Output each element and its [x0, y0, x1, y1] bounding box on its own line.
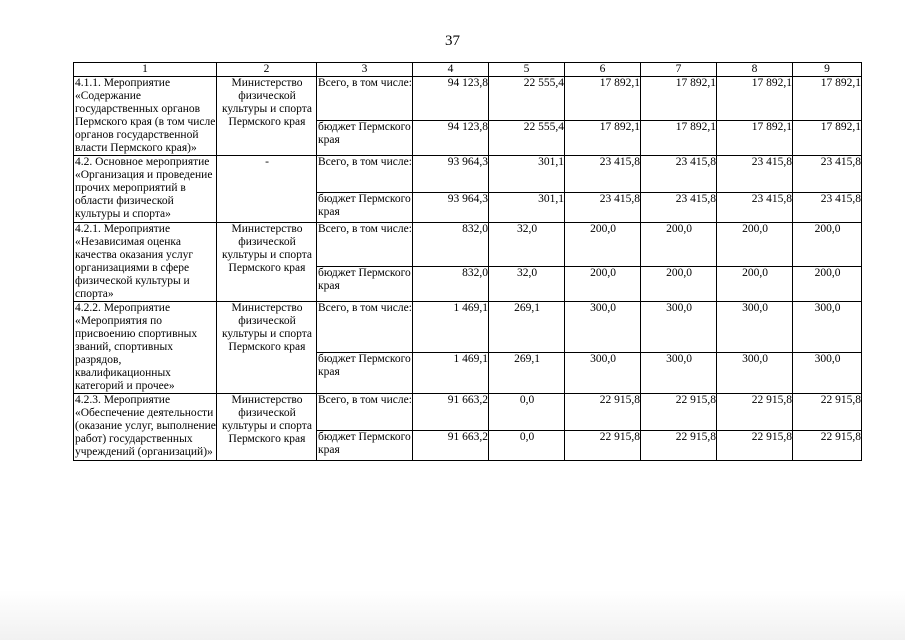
table-row: [74, 77, 862, 121]
value-cell: 0,0: [489, 394, 565, 431]
value-cell: 17 892,1: [565, 120, 641, 155]
value-cell: 22 915,8: [793, 431, 862, 461]
value-cell: 93 964,3: [413, 156, 489, 193]
value-cell: 200,0: [793, 266, 862, 301]
value-cell: 93 964,3: [413, 193, 489, 223]
activity-name: 4.2. Основное мероприятие «Организация и проведение прочих мероприятий в области физической культуры и спорта»: [74, 156, 217, 223]
header-cell: 3: [317, 63, 413, 77]
value-cell: 94 123,8: [413, 77, 489, 121]
value-cell: 300,0: [793, 302, 862, 353]
value-cell: 300,0: [717, 352, 793, 393]
table-row: [74, 156, 862, 193]
value-cell: 200,0: [717, 223, 793, 267]
scan-edge: [0, 590, 905, 640]
value-cell: 23 415,8: [717, 193, 793, 223]
value-cell: 17 892,1: [793, 77, 862, 121]
value-cell: 300,0: [717, 302, 793, 353]
source-label: бюджет Пермского края: [317, 266, 413, 301]
value-cell: 200,0: [641, 223, 717, 267]
executor: Министерство физической культуры и спорта Пермского края: [217, 302, 317, 394]
value-cell: 300,0: [793, 352, 862, 393]
value-cell: 17 892,1: [565, 77, 641, 121]
value-cell: 32,0: [489, 266, 565, 301]
header-cell: 2: [217, 63, 317, 77]
header-cell: 5: [489, 63, 565, 77]
value-cell: 23 415,8: [717, 156, 793, 193]
activity-name: 4.2.1. Мероприятие «Независимая оценка качества оказания услуг организациями в сфере физической культуры и спорта»: [74, 223, 217, 302]
value-cell: 200,0: [565, 266, 641, 301]
value-cell: 269,1: [489, 302, 565, 353]
executor: Министерство физической культуры и спорта Пермского края: [217, 394, 317, 461]
activity-name: 4.2.3. Мероприятие «Обеспечение деятельности (оказание услуг, выполнение работ) государственных учреждений (организаций)»: [74, 394, 217, 461]
value-cell: 23 415,8: [641, 156, 717, 193]
header-row: [74, 63, 862, 77]
value-cell: 91 663,2: [413, 431, 489, 461]
value-cell: 17 892,1: [717, 77, 793, 121]
budget-table: [73, 62, 862, 461]
table-row: [74, 394, 862, 431]
source-label: Всего, в том числе:: [317, 223, 413, 267]
executor: Министерство физической культуры и спорта Пермского края: [217, 77, 317, 156]
value-cell: 200,0: [717, 266, 793, 301]
header-cell: 8: [717, 63, 793, 77]
value-cell: 22 915,8: [565, 431, 641, 461]
value-cell: 832,0: [413, 223, 489, 267]
value-cell: 23 415,8: [565, 156, 641, 193]
value-cell: 22 555,4: [489, 120, 565, 155]
value-cell: 17 892,1: [717, 120, 793, 155]
activity-name: 4.2.2. Мероприятие «Мероприятия по присвоению спортивных званий, спортивных разрядов, квалификационных категорий и прочее»: [74, 302, 217, 394]
value-cell: 1 469,1: [413, 302, 489, 353]
source-label: бюджет Пермского края: [317, 431, 413, 461]
value-cell: 94 123,8: [413, 120, 489, 155]
header-cell: 1: [74, 63, 217, 77]
value-cell: 17 892,1: [641, 120, 717, 155]
header-cell: 6: [565, 63, 641, 77]
value-cell: 1 469,1: [413, 352, 489, 393]
value-cell: 200,0: [793, 223, 862, 267]
value-cell: 91 663,2: [413, 394, 489, 431]
value-cell: 17 892,1: [793, 120, 862, 155]
table-row: [74, 302, 862, 353]
page-number: 37: [445, 33, 460, 49]
value-cell: 22 915,8: [717, 394, 793, 431]
table-row: [74, 223, 862, 267]
value-cell: 22 915,8: [717, 431, 793, 461]
activity-name: 4.1.1. Мероприятие «Содержание государственных органов Пермского края (в том числе органов государственной власти Пермского края)»: [75, 77, 216, 154]
source-label: Всего, в том числе:: [317, 302, 413, 353]
source-label: бюджет Пермского края: [317, 193, 413, 223]
value-cell: 300,0: [565, 352, 641, 393]
value-cell: 269,1: [489, 352, 565, 393]
value-cell: 23 415,8: [641, 193, 717, 223]
executor: Министерство физической культуры и спорта Пермского края: [217, 223, 317, 302]
value-cell: 22 555,4: [489, 77, 565, 121]
value-cell: 301,1: [489, 193, 565, 223]
value-cell: 22 915,8: [641, 431, 717, 461]
value-cell: 23 415,8: [793, 156, 862, 193]
value-cell: 200,0: [565, 223, 641, 267]
value-cell: 300,0: [565, 302, 641, 353]
header-cell: 9: [793, 63, 862, 77]
value-cell: 300,0: [641, 352, 717, 393]
source-label: бюджет Пермского края: [317, 352, 413, 393]
source-label: бюджет Пермского края: [317, 120, 413, 155]
source-label: Всего, в том числе:: [317, 77, 413, 121]
value-cell: 200,0: [641, 266, 717, 301]
value-cell: 832,0: [413, 266, 489, 301]
value-cell: 23 415,8: [565, 193, 641, 223]
source-label: Всего, в том числе:: [317, 394, 413, 431]
header-cell: 4: [413, 63, 489, 77]
value-cell: 300,0: [641, 302, 717, 353]
value-cell: 22 915,8: [793, 394, 862, 431]
value-cell: 17 892,1: [641, 77, 717, 121]
header-cell: 7: [641, 63, 717, 77]
value-cell: 32,0: [489, 223, 565, 267]
value-cell: 22 915,8: [641, 394, 717, 431]
value-cell: 22 915,8: [565, 394, 641, 431]
value-cell: 23 415,8: [793, 193, 862, 223]
value-cell: 0,0: [489, 431, 565, 461]
value-cell: 301,1: [489, 156, 565, 193]
executor: -: [217, 156, 317, 223]
source-label: Всего, в том числе:: [317, 156, 413, 193]
